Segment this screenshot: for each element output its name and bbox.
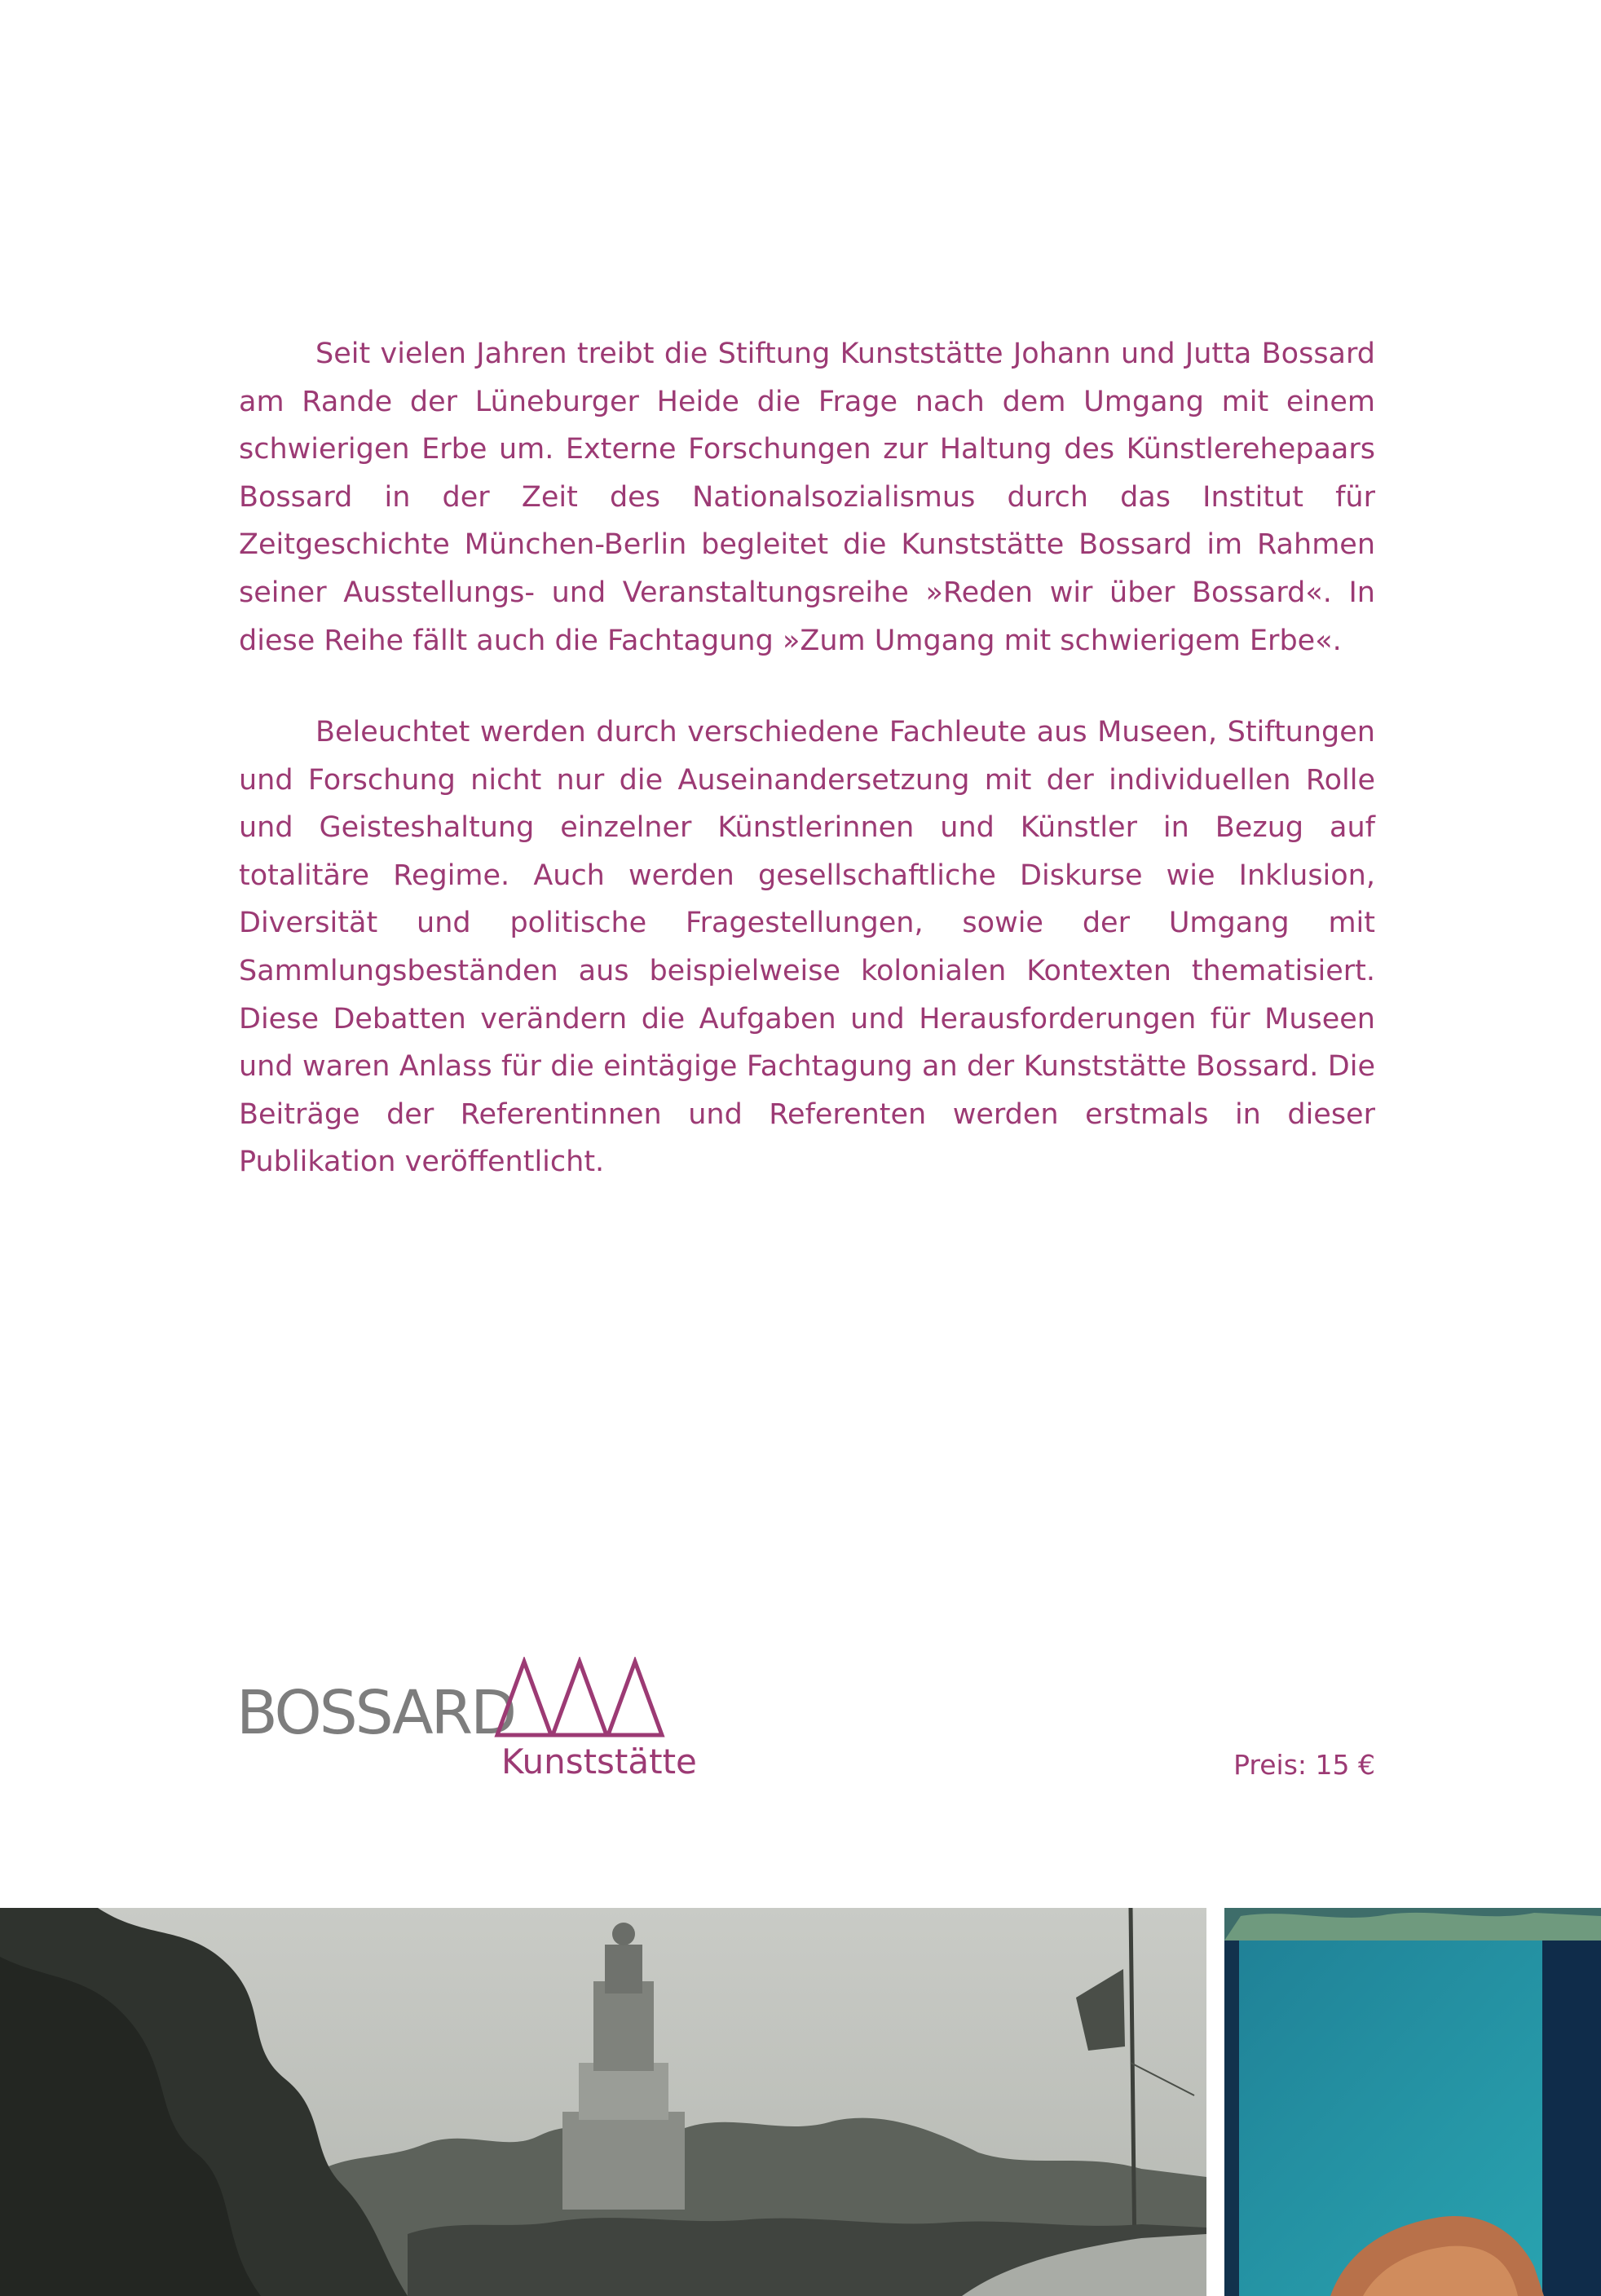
logo-wordmark: BOSSARD <box>236 1678 515 1748</box>
photo-strip <box>0 1908 1601 2296</box>
triple-triangle-icon <box>494 1657 667 1738</box>
bossard-logo <box>236 1650 697 1789</box>
monument-photo-illustration <box>0 1908 1206 2296</box>
second-paragraph-block <box>239 709 1375 1186</box>
price-label: Preis: 15 € <box>1233 1749 1375 1781</box>
historic-monument-photo <box>0 1908 1206 2296</box>
second-paragraph: Beleuchtet werden durch verschiedene Fachleute aus Museen, Stiftungen und Forschung nicht nur die Auseinandersetzung mit der individuellen Rolle und Geisteshaltung einzelner Künstlerinnen und Künstler in Bezug auf totalitäre Regime. Auch werden gesellschaftliche Diskurse wie Inklusion, Diversität und politische Fragestellungen, sowie der Umgang mit Sammlungsbeständen aus beispielweise kolonialen Kontexten thematisiert. Diese Debatten verändern die Aufgaben und Herausforderungen für Museen und waren Anlass für die eintägige Fachtagung an der Kunststätte Bossard. Die Beiträge der Referentinnen und Referenten werden erstmals in dieser Publikation veröffentlicht. <box>239 716 1375 1179</box>
exhibit-photo-illustration <box>1224 1908 1601 2296</box>
intro-paragraph-block <box>239 330 1375 665</box>
logo-subtitle: Kunststätte <box>501 1742 697 1782</box>
intro-paragraph: Seit vielen Jahren treibt die Stiftung Kunststätte Johann und Jutta Bossard am Rande der Lüneburger Heide die Frage nach dem Umgang mit einem schwierigen Erbe um. Externe Forschungen zur Haltung des Künstlerehepaars Bossard in der Zeit des Nationalsozialismus durch das Institut für Zeitgeschichte München-Berlin begleitet die Kunststätte Bossard im Rahmen seiner Ausstellungs- und Veranstaltungsreihe »Reden wir über Bossard«. In diese Reihe fällt auch die Fachtagung »Zum Umgang mit schwierigem Erbe«. <box>239 338 1375 657</box>
exhibit-photo <box>1224 1908 1601 2296</box>
